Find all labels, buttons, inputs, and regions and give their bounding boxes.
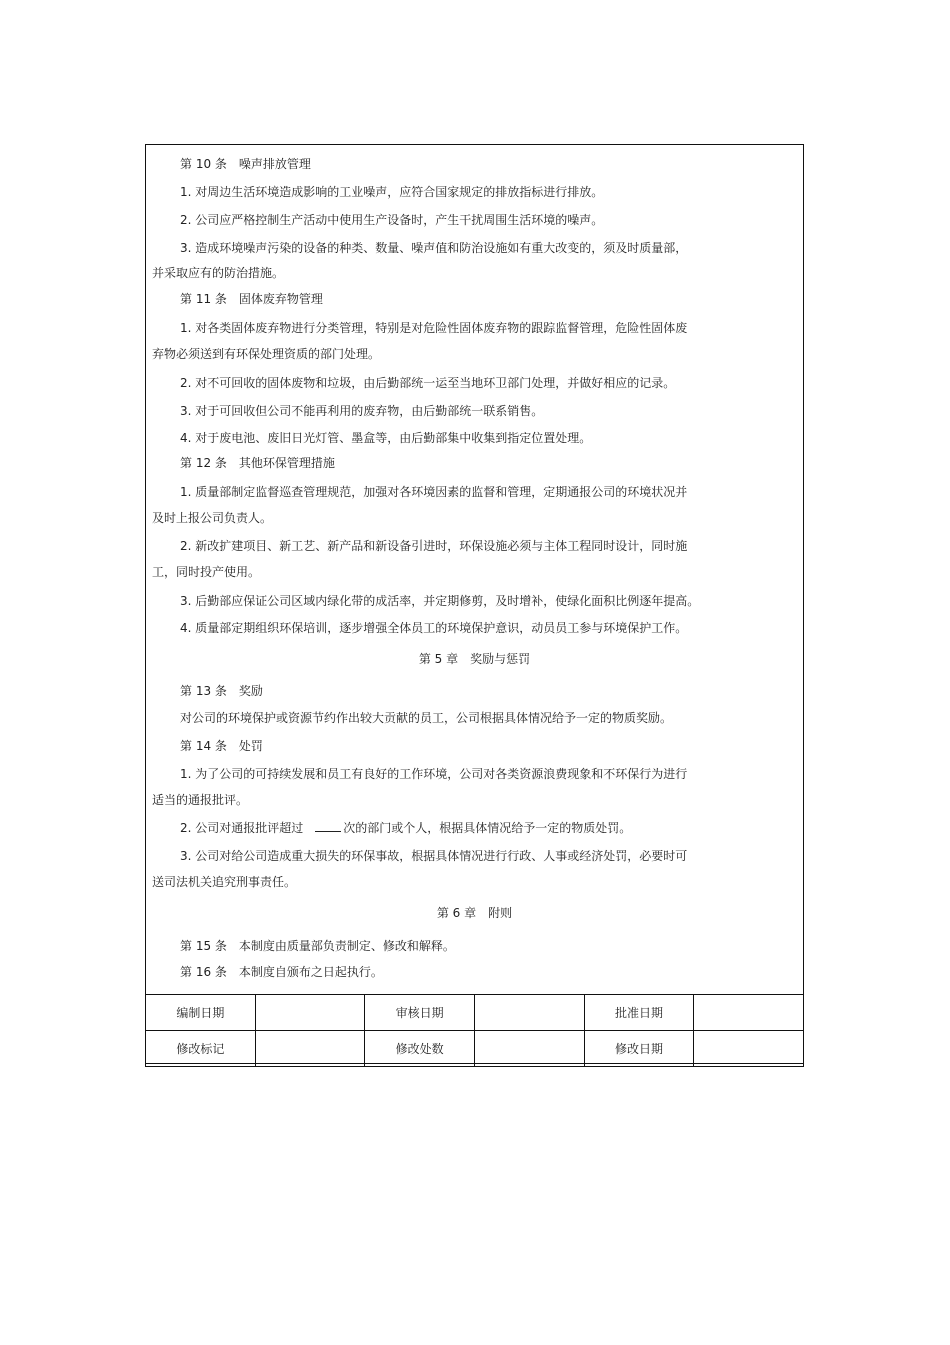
approval-table [145,994,804,1067]
article-10-item-1: 1. 对周边生活环境造成影响的工业噪声，应符合国家规定的排放指标进行排放。 [180,185,604,199]
article-15: 第 15 条 本制度由质量部负责制定、修改和解释。 [180,939,455,953]
label-review-date: 审核日期 [365,995,475,1031]
article-11-item-3: 3. 对于可回收但公司不能再利用的废弃物，由后勤部统一联系销售。 [180,404,544,418]
approval-row-dates [146,995,804,1031]
label-revision-count: 修改处数 [365,1031,475,1067]
article-11-item-1: 1. 对各类固体废弃物进行分类管理，特别是对危险性固体废弃物的跟踪监督管理，危险性固体废 [180,321,688,335]
label-revision-date: 修改日期 [584,1031,694,1067]
article-12-item-3: 3. 后勤部应保证公司区域内绿化带的成活率，并定期修剪，及时增补，使绿化面积比例逐年提高。 [180,594,700,608]
article-11-heading: 第 11 条 固体废弃物管理 [180,292,323,306]
article-13-text: 对公司的环境保护或资源节约作出较大贡献的员工，公司根据具体情况给予一定的物质奖励。 [180,711,673,725]
value-compiled-date [255,995,365,1031]
article-14-item-1: 1. 为了公司的可持续发展和员工有良好的工作环境，公司对各类资源浪费现象和不环保行为进行 [180,767,688,781]
value-revision-mark [255,1031,365,1067]
article-14-item-2: 2. 公司对通报批评超过 次的部门或个人，根据具体情况给予一定的物质处罚。 [180,821,632,835]
article-12-item-1: 1. 质量部制定监督巡查管理规范，加强对各环境因素的监督和管理，定期通报公司的环境状况并 [180,485,688,499]
label-approval-date: 批准日期 [584,995,694,1031]
chapter-6-heading: 第 6 章 附则 [436,906,513,920]
article-11-item-4: 4. 对于废电池、废旧日光灯管、墨盒等，由后勤部集中收集到指定位置处理。 [180,431,592,445]
value-revision-count [474,1031,584,1067]
value-approval-date [694,995,804,1031]
article-14-heading: 第 14 条 处罚 [180,739,263,753]
article-16: 第 16 条 本制度自颁布之日起执行。 [180,965,383,979]
article-11-item-2: 2. 对不可回收的固体废物和垃圾，由后勤部统一运至当地环卫部门处理，并做好相应的记录。 [180,376,676,390]
article-10-item-3-cont: 并采取应有的防治措施。 [152,266,285,280]
article-14-item-3-cont: 送司法机关追究刑事责任。 [152,875,297,889]
article-10-item-3: 3. 造成环境噪声污染的设备的种类、数量、噪声值和防治设施如有重大改变的，须及时质量部， [180,241,688,255]
label-compiled-date: 编制日期 [146,995,256,1031]
approval-row-revisions [146,1031,804,1067]
article-12-item-1-cont: 及时上报公司负责人。 [152,511,273,525]
chapter-5-heading: 第 5 章 奖励与惩罚 [418,652,531,666]
article-13-heading: 第 13 条 奖励 [180,684,263,698]
article-14-item-3: 3. 公司对给公司造成重大损失的环保事故，根据具体情况进行行政、人事或经济处罚，必要时可 [180,849,688,863]
article-14-item-1-cont: 适当的通报批评。 [152,793,249,807]
article-10-item-2: 2. 公司应严格控制生产活动中使用生产设备时，产生干扰周围生活环境的噪声。 [180,213,604,227]
article-12-item-4: 4. 质量部定期组织环保培训，逐步增强全体员工的环境保护意识，动员员工参与环境保护工作。 [180,621,688,635]
article-12-item-2: 2. 新改扩建项目、新工艺、新产品和新设备引进时，环保设施必须与主体工程同时设计，同时施 [180,539,688,553]
label-revision-mark: 修改标记 [146,1031,256,1067]
article-10-heading: 第 10 条 噪声排放管理 [180,157,311,171]
article-12-heading: 第 12 条 其他环保管理措施 [180,456,335,470]
article-11-item-1-cont: 弃物必须送到有环保处理资质的部门处理。 [152,347,381,361]
article-12-item-2-cont: 工，同时投产使用。 [152,565,261,579]
blank-underline [315,820,341,832]
value-revision-date [694,1031,804,1067]
value-review-date [474,995,584,1031]
